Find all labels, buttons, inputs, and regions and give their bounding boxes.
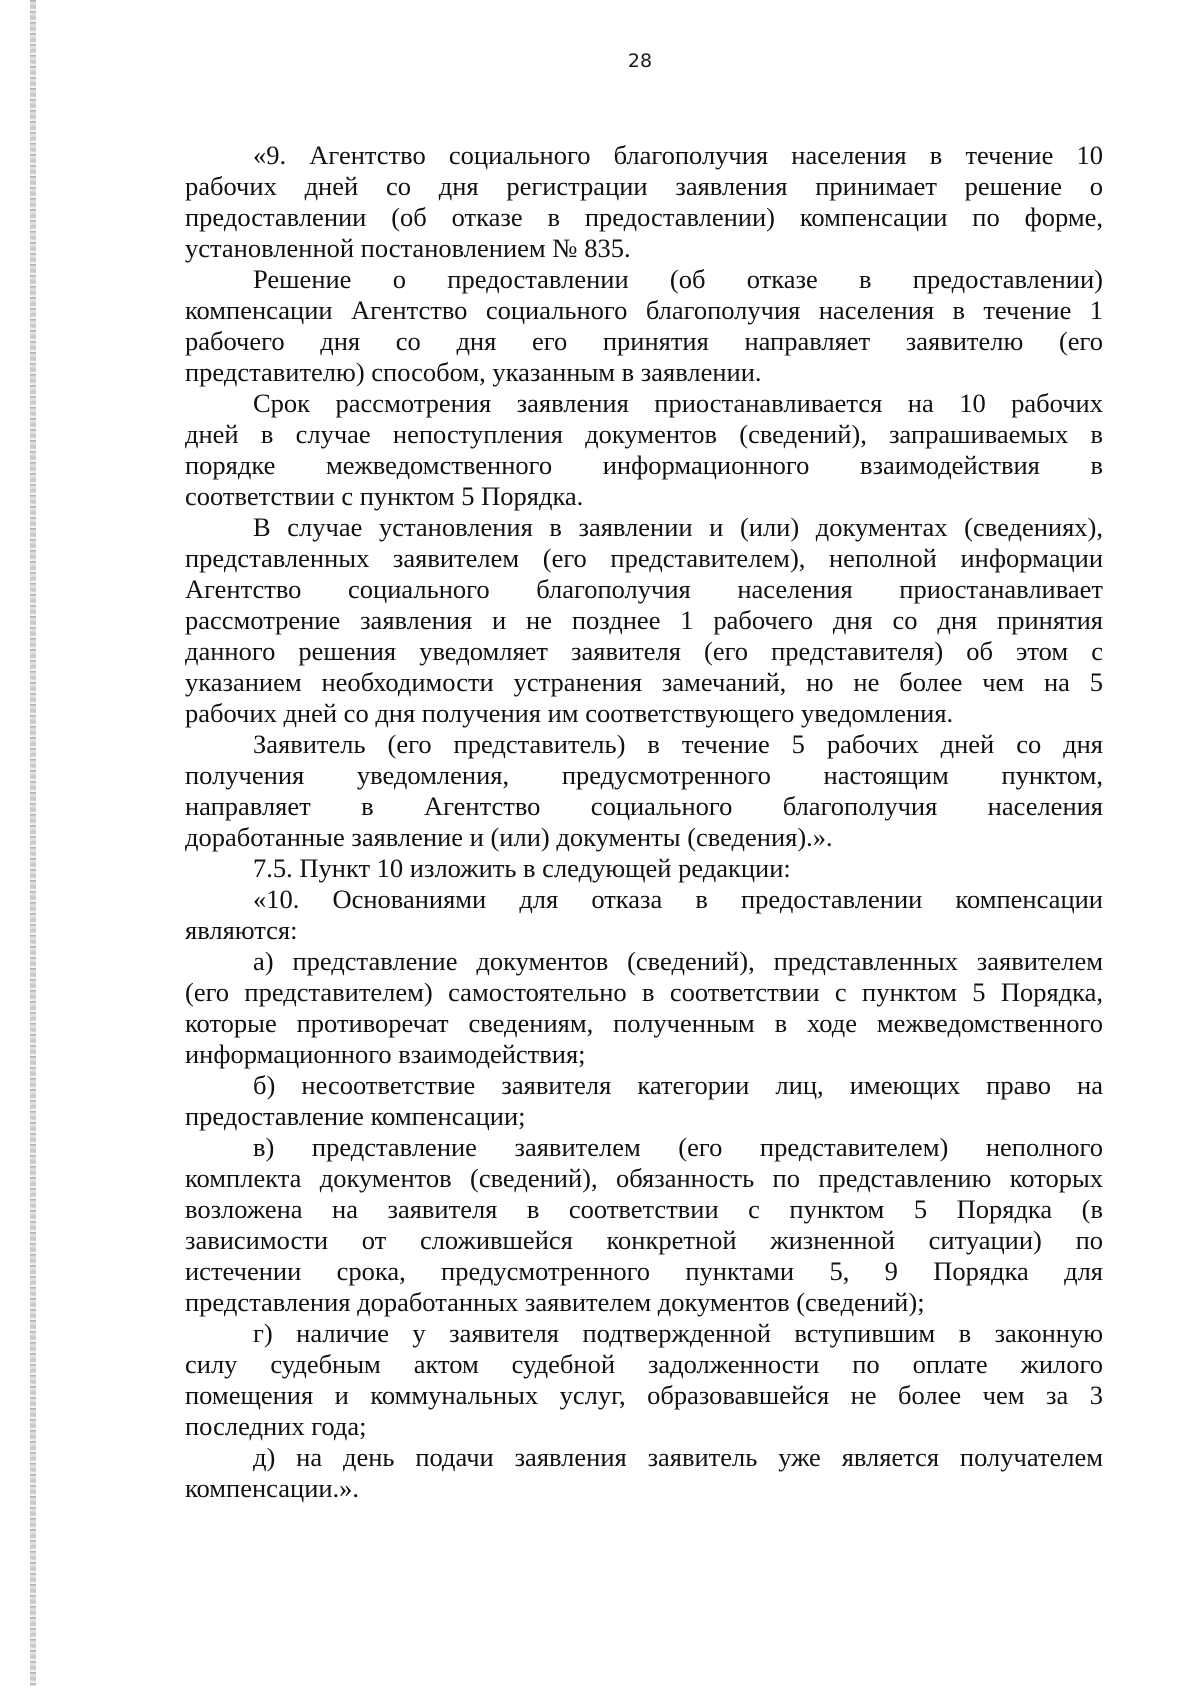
text-line: порядке межведомственного информационного взаимодействия в bbox=[185, 450, 1103, 480]
text-line: предоставлении (об отказе в предоставлении) компенсации по форме, bbox=[185, 202, 1103, 232]
text-line: рабочего дня со дня его принятия направляет заявителю (его bbox=[185, 326, 1103, 356]
text-line: являются: bbox=[185, 915, 298, 945]
paragraph-p5 bbox=[185, 729, 1103, 853]
text-line: рабочих дней со дня регистрации заявления принимает решение о bbox=[185, 171, 1103, 201]
paragraph-p10 bbox=[185, 1132, 1103, 1318]
paragraph-p12 bbox=[185, 1442, 1103, 1504]
text-line: компенсации.». bbox=[185, 1473, 360, 1503]
text-line: представления доработанных заявителем документов (сведений); bbox=[185, 1287, 925, 1317]
page-number: 28 bbox=[627, 50, 653, 72]
text-line: Заявитель (его представитель) в течение 5 рабочих дней со дня bbox=[253, 729, 1103, 759]
document-body bbox=[185, 140, 1103, 1504]
scan-edge-artifact bbox=[30, 0, 36, 1686]
text-line: истечении срока, предусмотренного пунктами 5, 9 Порядка для bbox=[185, 1256, 1103, 1286]
paragraph-p7 bbox=[185, 884, 1103, 946]
paragraph-p6 bbox=[185, 853, 1103, 884]
paragraph-p11 bbox=[185, 1318, 1103, 1442]
text-line: дней в случае непоступления документов (сведений), запрашиваемых в bbox=[185, 419, 1103, 449]
text-line: установленной постановлением № 835. bbox=[185, 233, 631, 263]
text-line: Решение о предоставлении (об отказе в предоставлении) bbox=[253, 264, 1103, 294]
text-line: в) представление заявителем (его представителем) неполного bbox=[253, 1132, 1103, 1162]
paragraph-p9 bbox=[185, 1070, 1103, 1132]
text-line: а) представление документов (сведений), представленных заявителем bbox=[253, 946, 1103, 976]
text-line: 7.5. Пункт 10 изложить в следующей редакции: bbox=[253, 853, 791, 883]
text-line: указанием необходимости устранения замечаний, но не более чем на 5 bbox=[185, 667, 1103, 697]
text-line: получения уведомления, предусмотренного настоящим пунктом, bbox=[185, 760, 1103, 790]
text-line: представленных заявителем (его представителем), неполной информации bbox=[185, 543, 1103, 573]
text-line: компенсации Агентство социального благополучия населения в течение 1 bbox=[185, 295, 1103, 325]
paragraph-p2 bbox=[185, 264, 1103, 388]
paragraph-p1 bbox=[185, 140, 1103, 264]
text-line: комплекта документов (сведений), обязанность по представлению которых bbox=[185, 1163, 1103, 1193]
text-line: информационного взаимодействия; bbox=[185, 1039, 586, 1069]
text-line: Срок рассмотрения заявления приостанавливается на 10 рабочих bbox=[253, 388, 1103, 418]
text-line: г) наличие у заявителя подтвержденной вступившим в законную bbox=[253, 1318, 1103, 1348]
text-line: зависимости от сложившейся конкретной жизненной ситуации) по bbox=[185, 1225, 1103, 1255]
text-line: предоставление компенсации; bbox=[185, 1101, 526, 1131]
text-line: которые противоречат сведениям, полученным в ходе межведомственного bbox=[185, 1008, 1103, 1038]
text-line: Агентство социального благополучия населения приостанавливает bbox=[185, 574, 1103, 604]
text-line: (его представителем) самостоятельно в соответствии с пунктом 5 Порядка, bbox=[185, 977, 1103, 1007]
text-line: В случае установления в заявлении и (или) документах (сведениях), bbox=[253, 512, 1103, 542]
text-line: доработанные заявление и (или) документы (сведения).». bbox=[185, 822, 833, 852]
text-line: представителю) способом, указанным в заявлении. bbox=[185, 357, 762, 387]
text-line: б) несоответствие заявителя категории лиц, имеющих право на bbox=[253, 1070, 1103, 1100]
text-line: д) на день подачи заявления заявитель уже является получателем bbox=[253, 1442, 1103, 1472]
text-line: рассмотрение заявления и не позднее 1 рабочего дня со дня принятия bbox=[185, 605, 1103, 635]
text-line: «9. Агентство социального благополучия населения в течение 10 bbox=[253, 140, 1103, 170]
text-line: силу судебным актом судебной задолженности по оплате жилого bbox=[185, 1349, 1103, 1379]
paragraph-p4 bbox=[185, 512, 1103, 729]
text-line: направляет в Агентство социального благополучия населения bbox=[185, 791, 1103, 821]
paragraph-p3 bbox=[185, 388, 1103, 512]
text-line: «10. Основаниями для отказа в предоставлении компенсации bbox=[253, 884, 1103, 914]
text-line: данного решения уведомляет заявителя (его представителя) об этом с bbox=[185, 636, 1103, 666]
text-line: соответствии с пунктом 5 Порядка. bbox=[185, 481, 584, 511]
text-line: рабочих дней со дня получения им соответствующего уведомления. bbox=[185, 698, 954, 728]
text-line: возложена на заявителя в соответствии с пунктом 5 Порядка (в bbox=[185, 1194, 1103, 1224]
text-line: помещения и коммунальных услуг, образовавшейся не более чем за 3 bbox=[185, 1380, 1103, 1410]
paragraph-p8 bbox=[185, 946, 1103, 1070]
text-line: последних года; bbox=[185, 1411, 367, 1441]
